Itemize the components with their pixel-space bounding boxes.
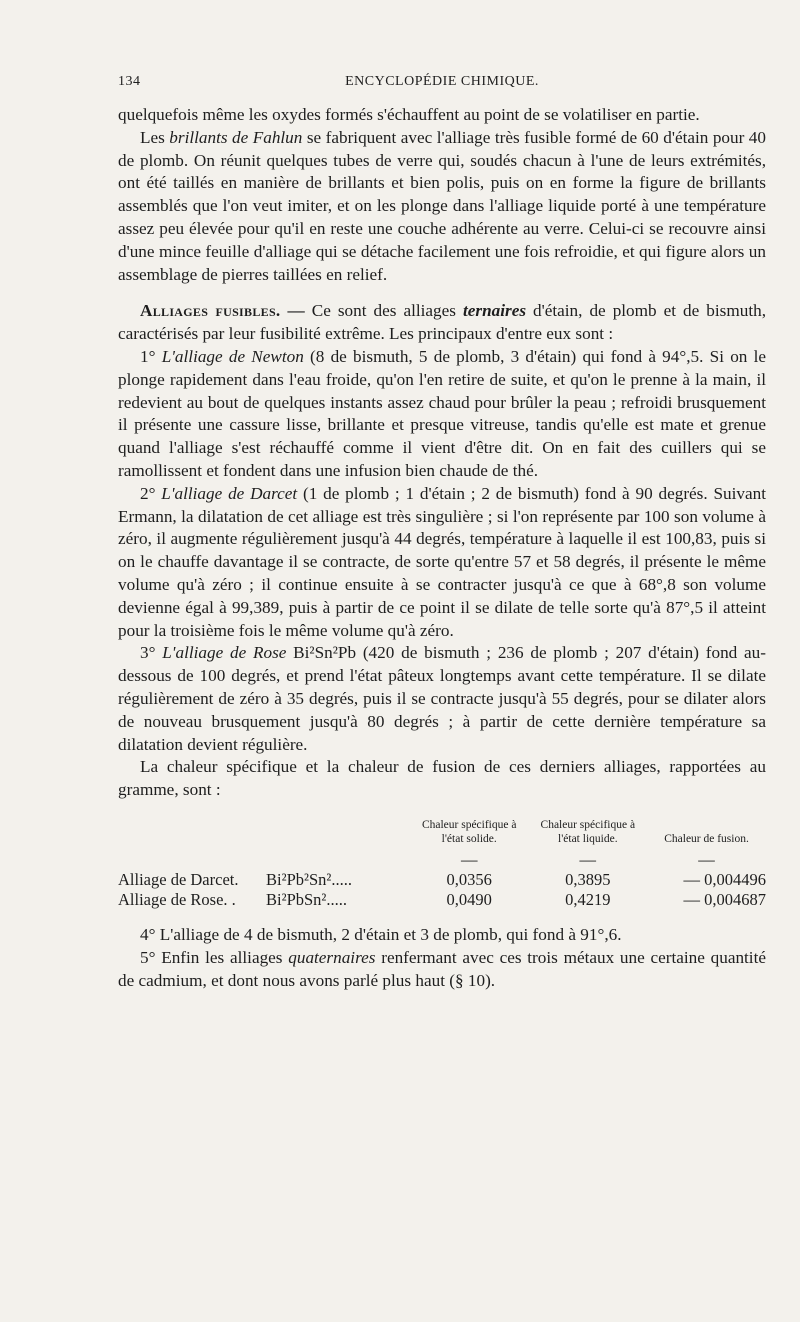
paragraph-chaleur: La chaleur spécifique et la chaleur de fusion de ces derniers alliages, rapportées au gramme, sont : <box>118 757 766 800</box>
paragraph-quaternaires: 5° Enfin les alliages quaternaires renfermant avec ces trois métaux une certaine quantité de cadmium, et dont nous avons parlé plus haut (§ 10). <box>118 947 766 990</box>
paragraph-darcet: 2° L'alliage de Darcet (1 de plomb ; 1 d'étain ; 2 de bismuth) fond à 90 degrés. Suivant Ermann, la dilatation de cet alliage est très singulière ; si l'on représente par 100 son volume à zéro, il augmente régulièrement jusqu'à 44 degrés, température à laquelle il est 100,83, puis si on le chauffe davantage il se contracte, de sorte qu'entre 57 et 58 degrés, il présente le même volume qu'à zéro ; il continue ensuite à se contracter jusqu'à ce que à 68°,8 son volume devienne égal à 99,389, puis à partir de ce point il se dilate de telle sorte qu'à 87°,5 il atteint pour la troisième fois le même volume qu'à zéro. <box>118 483 766 640</box>
term-quaternaires: quaternaires <box>288 947 376 967</box>
body-text <box>118 104 766 992</box>
term-ternaires: ternaires <box>462 301 527 321</box>
paragraph-rose: 3° L'alliage de Rose Bi²Sn²Pb (420 de bismuth ; 236 de plomb ; 207 d'étain) fond au-dessous de 100 degrés, et prend l'état pâteux longtemps avant cette température. Il se dilate régulièrement de zéro à 35 degrés, puis il se contracte jusqu'à 55 degrés, pour se dilater alors de nouveau brusquement jusqu'à 80 degrés ; à partir de cette dernière température sa dilatation devient régulière. <box>118 643 766 754</box>
page-number: 134 <box>118 74 141 89</box>
paragraph-fahlun: Les brillants de Fahlun se fabriquent avec l'alliage très fusible formé de 60 d'étain pour 40 de plomb. On réunit quelques tubes de verre qui, soudés chacun à l'une de leurs extrémités, ont été taillés en manière de brillants et bien polis, puis on en forme la figure de brillants assemblés que l'on veut imiter, et on les plonge dans l'alliage liquide porté à une température assez peu élevée pour qu'il en reste une couche adhérente au verre. Celui-ci se recouvre ainsi d'une mince feuille d'alliage qui se détache facilement une fois refroidie, et qui figure alors un assemblage de pierres taillées en relief. <box>118 127 766 284</box>
paragraph-newton: 1° L'alliage de Newton (8 de bismuth, 5 de plomb, 3 d'étain) qui fond à 94°,5. Si on le plonge rapidement dans l'eau froide, qu'on l'en retire de suite, et qu'on le prenne à la main, il redevient au bout de quelques instants assez chaud pour brûler la peau ; refroidi brusquement il présente une cassure lisse, brillante et presque vitreuse, tandis qu'elle est mate et grenue quand l'alliage s'est réchauffé comme il vient d'être dit. On en fait des cuillers qui se ramollissent et fondent dans une infusion bien chaude de thé. <box>118 346 767 480</box>
paragraph-1: quelquefois même les oxydes formés s'échauffent au point de se volatiliser en partie. <box>118 105 700 124</box>
running-title: ENCYCLOPÉDIE CHIMIQUE. <box>345 74 539 89</box>
col-header-fusion: Chaleur de fusion. <box>664 832 749 845</box>
page-header <box>118 68 766 94</box>
book-page <box>118 68 766 992</box>
col-header-solid: Chaleur spécifique à l'état solide. <box>421 818 517 845</box>
term-brillants-fahlun: brillants de Fahlun <box>169 127 303 147</box>
table-row: Alliage de Darcet. Bi²Pb²Sn²..... 0,0356 0,3895 — 0,004496 <box>118 869 766 889</box>
col-header-liquid: Chaleur spécifique à l'état liquide. <box>540 818 636 845</box>
paragraph-alliage-4: 4° L'alliage de 4 de bismuth, 2 d'étain et 3 de plomb, qui fond à 91°,6. <box>140 924 622 944</box>
table-row: Alliage de Rose. . Bi²PbSn²..... 0,0490 0,4219 — 0,004687 <box>118 889 766 909</box>
term-alliage-rose: L'alliage de Rose <box>162 643 287 663</box>
paragraph-alliages-fusibles: Alliages fusibles. — Ce sont des alliages ternaires d'étain, de plomb et de bismuth, caractérisés par leur fusibilité extrême. Les principaux d'entre eux sont : <box>118 301 766 344</box>
specific-heat-table: Chaleur spécifique à l'état solide. Chaleur spécifique à l'état liquide. Chaleur de fusion. — — — Alliage de Darcet. Bi²Pb²Sn²..... 0,0356 0,3895 — 0,004496 Alliage de Rose. . Bi²PbSn²..... 0,0490 0,4219 — 0,004687 <box>118 818 766 909</box>
term-alliage-darcet: L'alliage de Darcet <box>161 483 298 503</box>
formula-rose: Bi²Sn²Pb <box>286 643 357 663</box>
term-alliage-newton: L'alliage de Newton <box>161 346 304 366</box>
section-heading: Alliages fusibles. <box>140 301 281 321</box>
